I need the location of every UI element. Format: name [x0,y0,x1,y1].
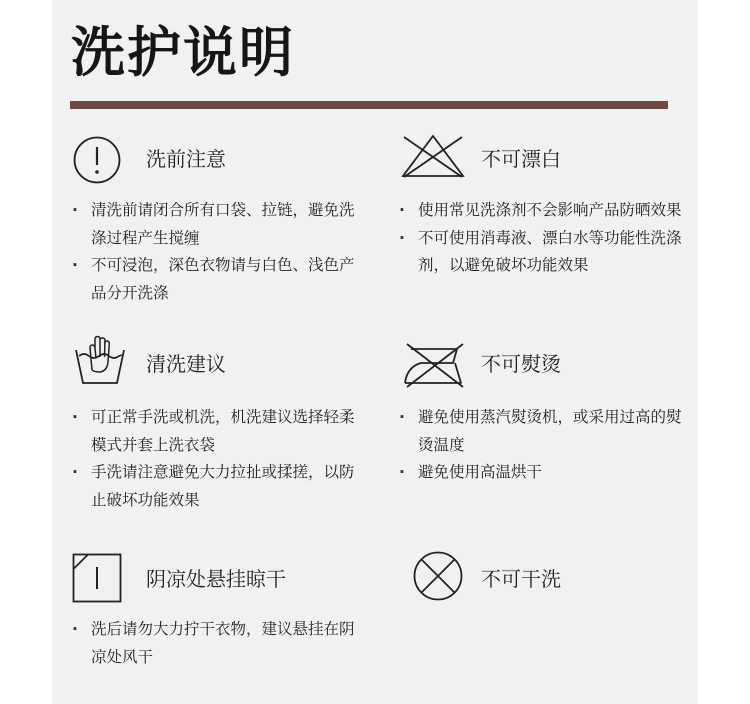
shade-hang-dry-icon [72,553,122,603]
section-heading-before-wash: 洗前注意 [146,147,226,171]
page-title: 洗护说明 [71,21,295,84]
hand-wash-icon [73,334,127,386]
section-heading-shade-dry: 阴凉处悬挂晾干 [146,567,286,591]
list-item: · 可正常手洗或机洗，机洗建议选择轻柔模式并套上洗衣袋 [72,404,362,459]
section-heading-no-dry-clean: 不可干洗 [481,567,561,591]
list-item: · 清洗前请闭合所有口袋、拉链，避免洗涤过程产生搅缠 [72,197,360,252]
section-heading-no-bleach: 不可漂白 [481,147,561,171]
section-list-no-iron [399,404,689,487]
list-item: · 使用常见洗涤剂不会影响产品防晒效果 [399,197,689,225]
list-item: · 避免使用高温烘干 [399,459,689,487]
section-list-shade-dry [72,616,362,671]
section-heading-no-iron: 不可熨烫 [481,352,561,376]
title-divider [70,101,668,109]
section-list-washing-advice [72,404,362,514]
section-list-no-bleach [399,197,689,280]
no-bleach-icon [400,133,466,179]
list-item: · 不可使用消毒液、漂白水等功能性洗涤剂，以避免破坏功能效果 [399,225,689,280]
list-item: · 手洗请注意避免大力拉扯或揉搓，以防止破坏功能效果 [72,459,362,514]
list-item: · 避免使用蒸汽熨烫机，或采用过高的熨烫温度 [399,404,689,459]
list-item: · 不可浸泡，深色衣物请与白色、浅色产品分开洗涤 [72,252,360,307]
exclamation-circle-icon [72,135,122,185]
no-iron-icon [401,341,467,389]
no-dry-clean-icon [412,550,464,602]
section-list-before-wash [72,197,360,307]
list-item: · 洗后请勿大力拧干衣物，建议悬挂在阴凉处风干 [72,616,362,671]
section-heading-washing-advice: 清洗建议 [146,352,226,376]
